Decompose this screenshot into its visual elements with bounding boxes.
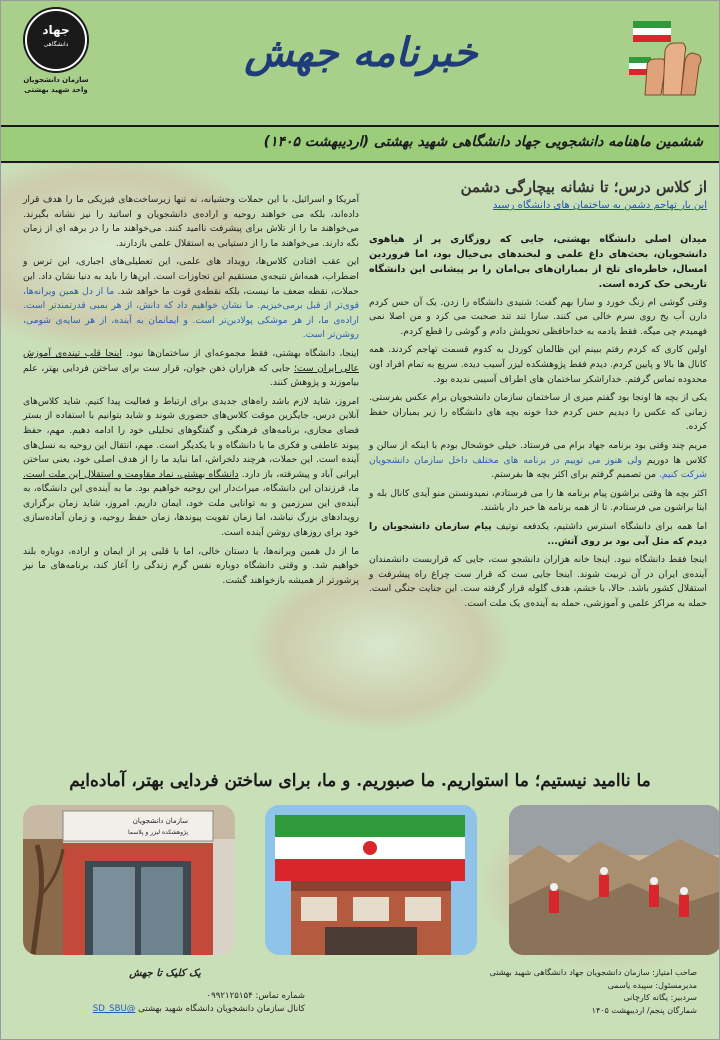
channel-handle-link[interactable]: @SD_SBU bbox=[92, 1004, 136, 1014]
article-paragraph: اینجا فقط دانشگاه نبود. اینجا خانه هزاران دانشجو ست، جایی که قراربست دانشمندان آینده‌ی ایران در آن تربیت شوند. اینجا جایی ست که قرار ست چراغ راه پیشرفت و استقلال کشور باشد. حالا، با خشم، هدف گلوله قرار گرفته ست. این جنایت جنگی است. حمله به مراکز علمی و آموزشی، حمله به آینده‌ی یک ملت است. bbox=[369, 554, 707, 609]
footer-brand: یک کلیک تا جهش bbox=[129, 968, 201, 979]
credit-manager: مدیرمسئول: سپیده یاسمی bbox=[607, 980, 697, 990]
paragraph-bold: پیام سازمان دانشجویان را دیدم که مثل آبی بود بر روی آتش... bbox=[369, 520, 707, 547]
logo-text: جهاد bbox=[42, 23, 70, 37]
footer-credits bbox=[427, 967, 697, 1017]
article-paragraph bbox=[23, 255, 359, 343]
logo-caption bbox=[15, 75, 97, 95]
channel-text: کانال سازمان دانشجویان دانشگاه شهید بهشتی bbox=[138, 1004, 305, 1014]
photo-rescue-rubble bbox=[509, 805, 720, 955]
paragraph-text: اینجا، دانشگاه بهشتی، فقط مجموعه‌ای از ساختمان‌ها نبود. bbox=[121, 347, 359, 359]
footer-contact bbox=[25, 967, 305, 1016]
paragraph-text: این عقب افتادن کلاس‌ها، رویداد های علمی، این تعطیلی‌های اجباری، این ترس و اضطراب، همه‌اش نتیجه‌ی مستقیم این تجاوزات است. این‌ها را باید به دنیا نشان داد. این حملات، نقطه ضعف ما نیست، بلکه نقطه‌ی قوت ما خواهد شد. bbox=[23, 256, 359, 297]
jahad-logo bbox=[15, 9, 97, 95]
logo-subtext: دانشگاهی bbox=[43, 41, 69, 48]
raised-fists-flag-icon bbox=[627, 17, 705, 97]
paragraph-text: جایی که هزاران ذهن جوان، قرار ست برای ساختن فردایی بهتر، علم بیاموزند و پژوهش کنند. bbox=[23, 362, 359, 389]
paragraph-text: مریم چند وقتی بود برنامه جهاد برام می فرستاد. خیلی خوشحال بودم با اینکه از سالن و کلاس ها دوریم bbox=[369, 439, 707, 466]
article-paragraph bbox=[23, 347, 359, 391]
sign-text-line-1: سازمان دانشجویان bbox=[132, 817, 188, 825]
article-paragraph: ما از دل همین ویرانه‌ها، با دستان خالی، اما با قلبی پر از ایمان و اراده، دوباره بلند خواهیم شد. و وقتی دانشگاه دوباره نفس گرم زندگی را آغاز کند، برنامه‌های ما نیز پرشورتر از همیشه بازخواهند گشت. bbox=[23, 545, 359, 586]
article-column-right bbox=[369, 177, 707, 615]
header-banner bbox=[1, 1, 719, 125]
credit-editor: سردبیر: یگانه کارچانی bbox=[623, 993, 697, 1002]
channel-line bbox=[25, 1003, 305, 1016]
article-paragraph: یکی از بچه ها اونجا بود گفتم میری از ساختمان سازمان دانشجویان برام عکس بفرستی. زمانی که عکس را دیدیم حس کردم خدا خونه بچه های دانشگاه را زیر بمباران حفظ کرده. bbox=[369, 392, 707, 433]
paragraph-text: ما، فرزندان این دانشگاه، میراث‌دار این روحیه خواهیم بود. ما به آینده‌ی این دانشگاه، به آینده‌ی این سرزمین و به توانایی ملت خود، ایمان داریم. امروز، شاید زمان برگزاری رویدادهای بزرگ نباشد، اما زمان تقویت پیوندها، زمان حفظ روحیه، و زمان آماده‌سازی خود برای روزهای روشن آینده است. bbox=[23, 483, 359, 539]
paragraph-text: اما همه برای دانشگاه استرس داشتیم، یکدفعه نوتیف bbox=[491, 520, 707, 532]
slogan: ما ناامید نیستیم؛ ما استواریم. ما صبوریم. و ما، برای ساختن فردایی بهتر، آماده‌ایم bbox=[69, 771, 651, 791]
logo-caption-line-1: سازمان دانشجویان bbox=[23, 76, 89, 84]
newsletter-title: خبرنامه جهش bbox=[244, 29, 478, 76]
article-lead: میدان اصلی دانشگاه بهشتی، جایی که روزگاری پر از هیاهوی دانشجویان، بحث‌های داغ علمی و لبخندهای بی‌خیال بود، اما فروردین امسال، خاطره‌ای تلخ از بمباران‌های بی‌امان را بر پیشانی این دانشگاه تاریخی حک کرده است. bbox=[369, 233, 707, 290]
paragraph-underlined: اینجا قلب تپنده‌ی آموزش عالی ایران ست؛ bbox=[23, 347, 359, 374]
article-column-left bbox=[23, 193, 359, 592]
article-paragraph: اولین کاری که کردم رفتم ببینم این ظالمان کوردل به کدوم قسمت تهاجم کردند. همه کانال ها بالا و پایین کردم. دیدم فقط پژوهشکده لیزر آسیب دیده. سریع به تمام افراد اون محدوده تماس گرفتم. خداراشکر ساختمان های اطراف آسیبی ندیده بود. bbox=[369, 344, 707, 385]
photo-flag-building bbox=[265, 805, 477, 955]
issue-subtitle: ششمین ماهنامه دانشجویی جهاد دانشگاهی شهید بهشتی (اردیبهشت ۱۴۰۵) bbox=[263, 134, 703, 150]
logo-caption-line-2: واحد شهید بهشتی bbox=[24, 86, 88, 94]
paragraph-underlined: دانشگاه بهشتی، نماد مقاومت و استقلال این ملت است. bbox=[23, 468, 239, 480]
article-paragraph: وقتی گوشی ام زنگ خورد و سارا بهم گفت: شنیدی دانشگاه را زدن. یک آن حس کردم دارن آب یخ روی سرم خالی می کنند. سارا تند تند صحبت می کرد و من اصلا نمی فهمیدم چی میگه. فقط یادمه به خداحافظی تحویلش دادم و گوشی را قطع کردم. bbox=[369, 296, 707, 337]
article-paragraph bbox=[23, 395, 359, 541]
article-paragraph: اکثر بچه ها وقتی براشون پیام برنامه ها را می فرستادم، نمیدونستن منو آیدی کانال بله و ایتا براشون می فرستادم. تا از همه برنامه ها خبر دار باشند. bbox=[369, 487, 707, 514]
paragraph-highlight: ما از دل همین ویرانه‌ها، قوی‌تر از قبل برمی‌خیزیم. ما نشان خواهیم داد که دانش، از هر بمبی قدرتمندتر است. اراده‌ی ما، از هر موشکی پولادین‌تر است. و ایمانمان به آینده، از هر سایه‌ی شومی، روشن‌تر است. bbox=[23, 285, 359, 341]
article-paragraph: آمریکا و اسرائیل، با این حملات وحشیانه، نه تنها زیرساخت‌های فیزیکی ما را هدف قرار داده‌اند، بلکه می خواهند روحیه و اراده‌ی دانشجویان و اساتید را نیز نشانه بگیرند. می‌خواهند ما را از تلاش برای پیشرفت ناامید کنند. می‌خواهند ما را در برهه ای از زمان نگه دارند. می‌خواهند ما را از دستیابی به استقلال علمی بازدارند. bbox=[23, 194, 359, 249]
contact-phone[interactable]: شماره تماس: ۰۹۹۲۱۲۵۱۵۴ bbox=[206, 991, 305, 1001]
sign-text-line-2: پژوهشکده لیزر و پلاسما bbox=[127, 829, 188, 836]
article-subtitle-link[interactable]: این بار تهاجم دشمن به ساختمان های دانشگاه رسید bbox=[492, 200, 707, 211]
paragraph-highlight: ولی هنوز می توییم در برنامه های مختلف داخل سازمان دانشجویان شرکت کنیم. bbox=[369, 454, 707, 481]
paragraph-text: امروز، شاید لازم باشد راه‌های جدیدی برای ارتباط و فعالیت پیدا کنیم. شاید کلاس‌های آنلاین درس، جایگزین موقت کلاس‌های حضوری شوند و شاید بتوانیم با استفاده از بستر فضای مجازی، برنامه‌های فرهنگی و گفتگوهای تحلیلی خود را ادامه دهیم. مهم، حفظ پیوند عاطفی و فکری ما با دانشگاه و با یکدیگر است. مهم، انتقال این روحیه به نسل‌های آینده است. این حملات، هرچند دلخراش، اما نباید ما را از هدف اصلی خود، یعنی ساختن ایرانی آباد و پیشرفته، باز دارد. bbox=[23, 395, 359, 480]
article-paragraph bbox=[369, 520, 707, 549]
article-paragraph bbox=[369, 439, 707, 483]
subtitle-bar bbox=[1, 125, 719, 163]
credit-issue: شمارگان پنجم/ اردیبهشت ۱۴۰۵ bbox=[591, 1005, 697, 1015]
footer bbox=[1, 963, 719, 1039]
building-entrance-image bbox=[23, 805, 235, 955]
article-title: از کلاس درس؛ تا نشانه بیچارگی دشمن bbox=[460, 178, 707, 196]
rescue-rubble-image bbox=[509, 805, 720, 955]
photo-building-entrance bbox=[23, 805, 235, 955]
credit-owner: صاحب امتیاز: سازمان دانشجویان جهاد دانشگاهی شهید بهشتی bbox=[489, 968, 697, 977]
paragraph-text: من تصمیم گرفتم برای اکثر بچه ها بفرستم. bbox=[491, 469, 659, 481]
flag-building-image bbox=[265, 805, 477, 955]
jahad-emblem-icon bbox=[25, 9, 87, 71]
